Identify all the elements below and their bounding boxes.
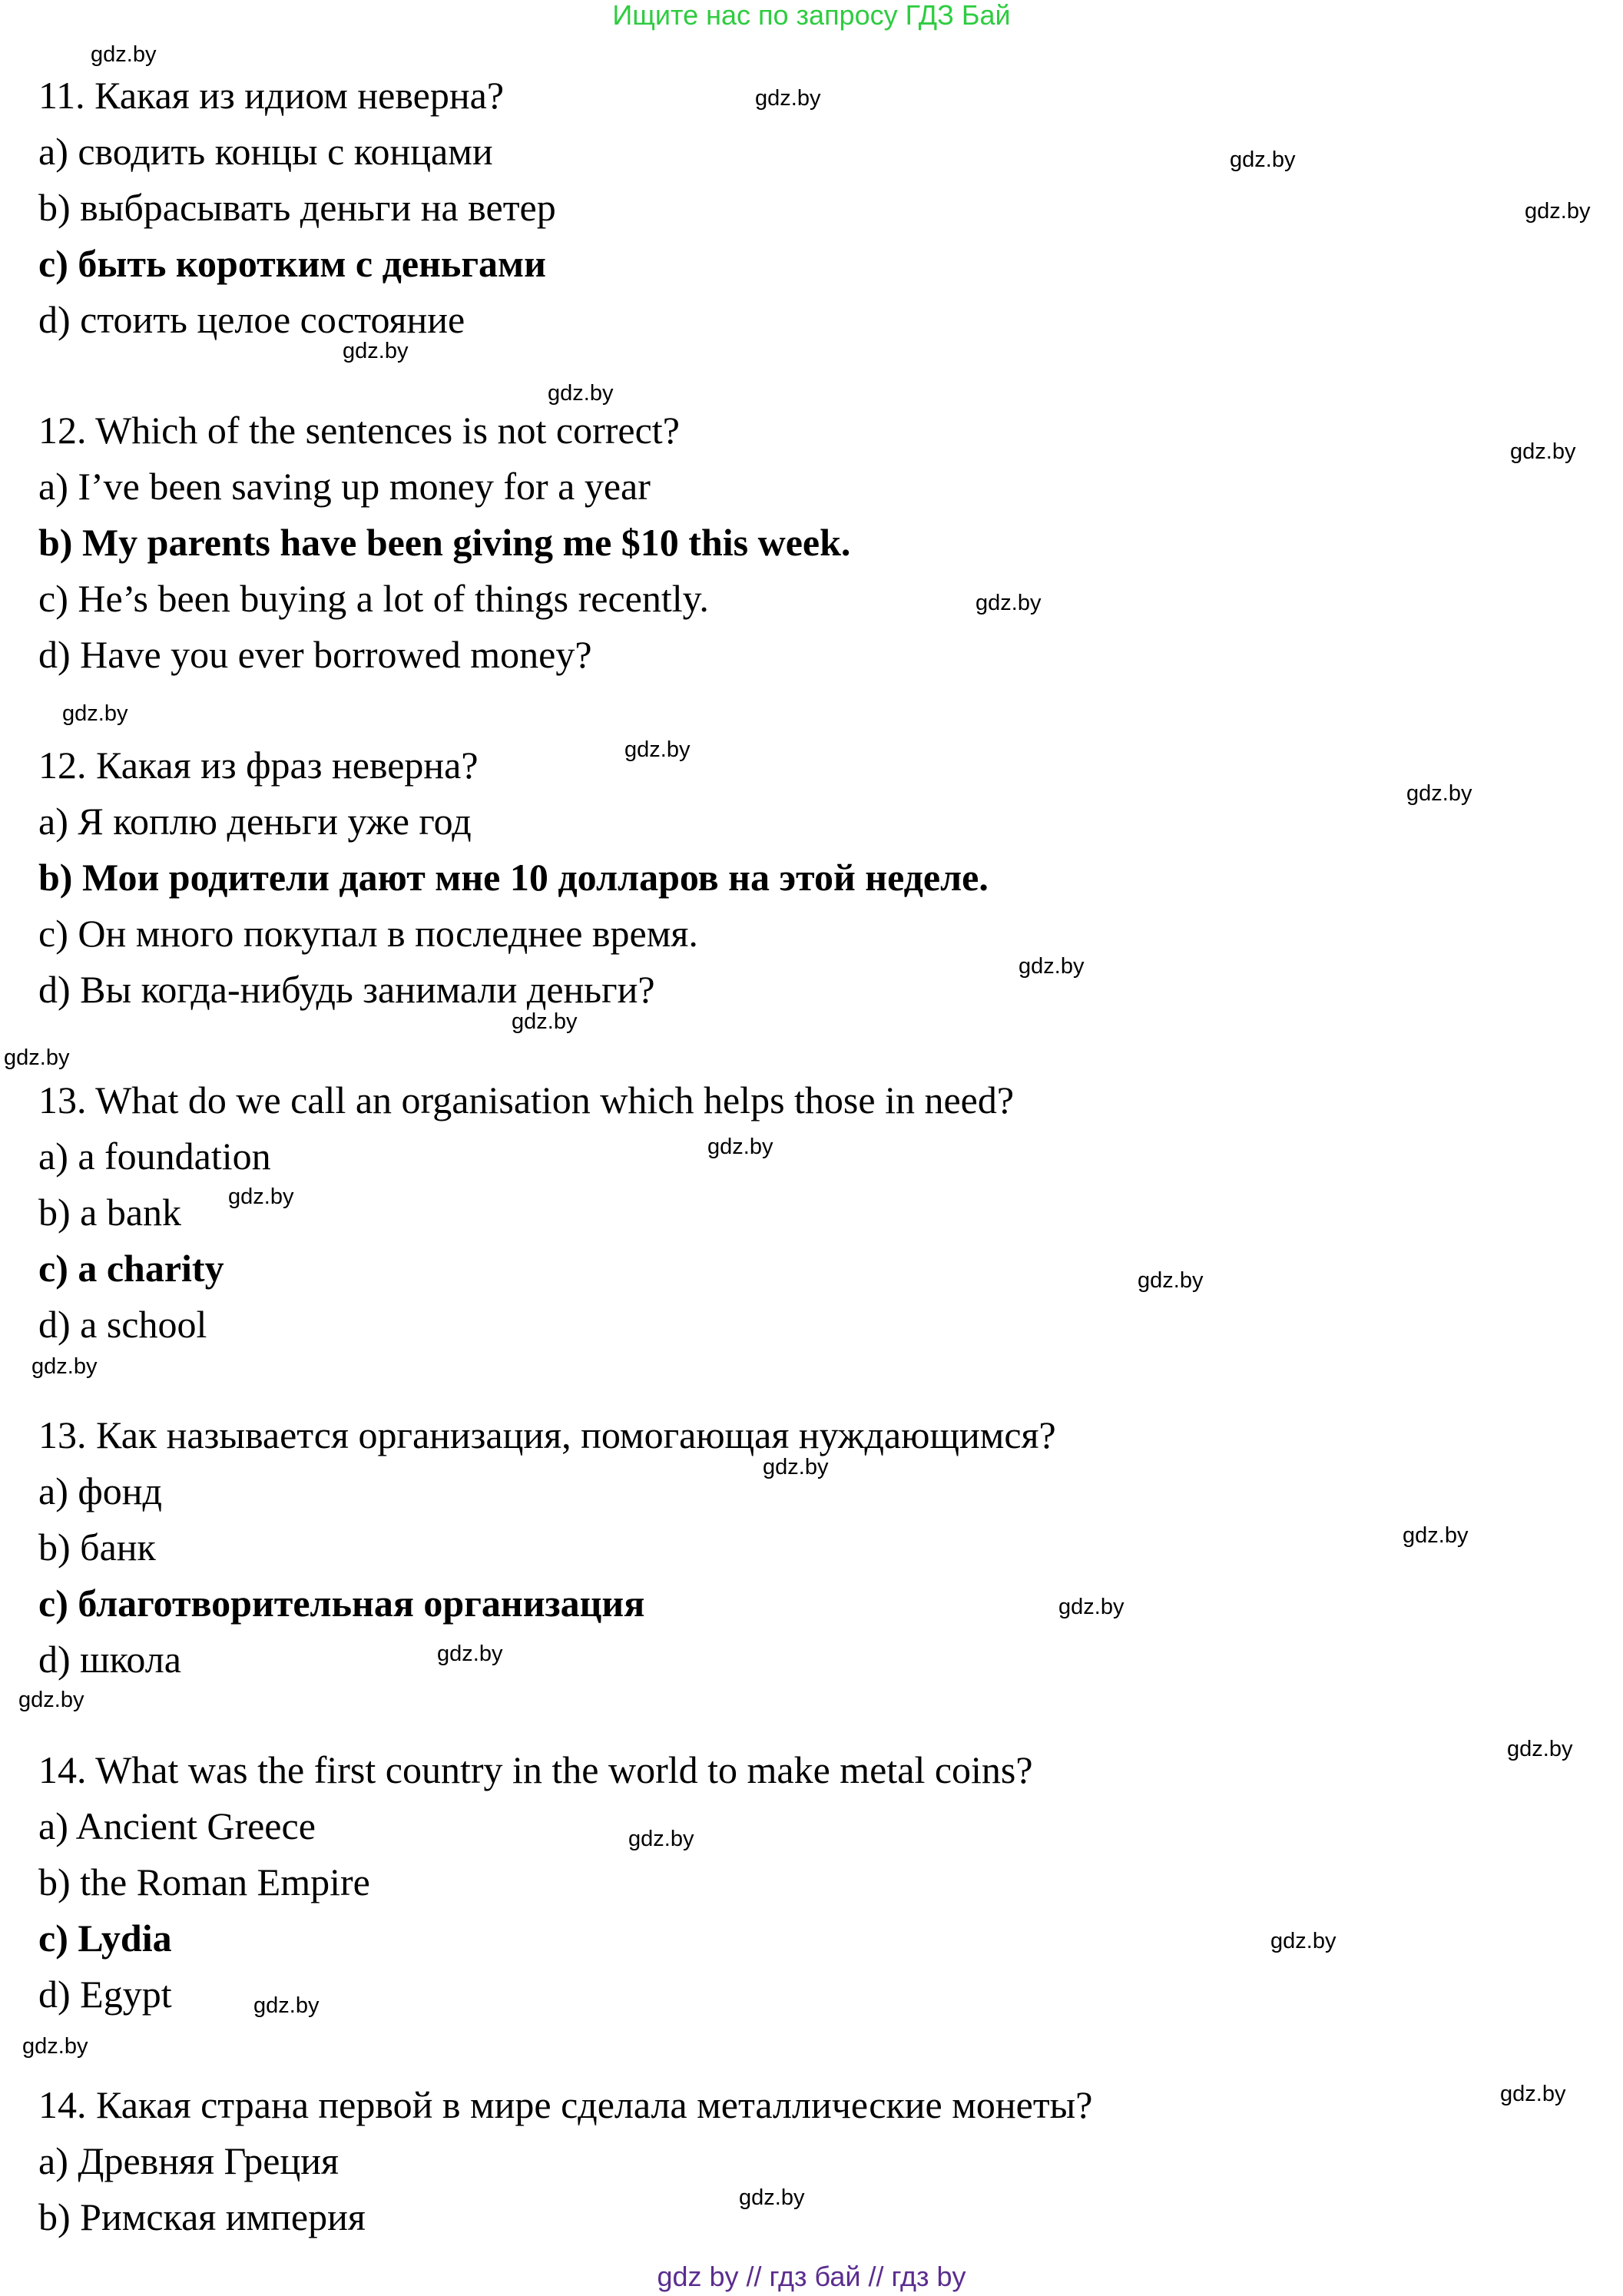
answer-14-en-a: a) Ancient Greece	[38, 1804, 316, 1847]
watermark: gdz.by	[91, 42, 157, 67]
watermark: gdz.by	[1270, 1929, 1336, 1953]
watermark: gdz.by	[975, 591, 1042, 615]
answer-13-ru-d: d) школа	[38, 1638, 181, 1681]
answer-13-ru-c-correct: c) благотворительная организация	[38, 1582, 645, 1625]
answer-11-ru-a: a) сводить концы с концами	[38, 130, 493, 173]
answer-13-en-a: a) a foundation	[38, 1135, 271, 1178]
watermark: gdz.by	[22, 2034, 88, 2059]
answer-14-ru-a: a) Древняя Греция	[38, 2139, 339, 2182]
answer-12-en-c: c) He’s been buying a lot of things recently.	[38, 577, 709, 620]
answer-11-ru-c-correct: c) быть коротким с деньгами	[38, 242, 546, 285]
answer-14-en-d: d) Egypt	[38, 1973, 172, 2016]
watermark: gdz.by	[512, 1009, 578, 1034]
watermark: gdz.by	[1500, 2082, 1566, 2106]
watermark: gdz.by	[1406, 781, 1472, 806]
watermark: gdz.by	[763, 1455, 829, 1479]
answer-13-en-d: d) a school	[38, 1303, 207, 1346]
answer-14-ru-b: b) Римская империя	[38, 2195, 366, 2238]
watermark: gdz.by	[343, 339, 409, 363]
watermark: gdz.by	[18, 1688, 84, 1712]
watermark: gdz.by	[548, 381, 614, 406]
watermark: gdz.by	[4, 1045, 70, 1070]
watermark: gdz.by	[1138, 1268, 1204, 1293]
answer-12-ru-c: c) Он много покупал в последнее время.	[38, 912, 698, 955]
search-banner[interactable]: Ищите нас по запросу ГДЗ Бай	[612, 0, 1011, 31]
watermark: gdz.by	[437, 1642, 503, 1666]
answer-11-ru-d: d) стоить целое состояние	[38, 298, 465, 341]
answer-13-en-c-correct: c) a charity	[38, 1247, 224, 1290]
watermark: gdz.by	[755, 86, 821, 111]
watermark: gdz.by	[1019, 954, 1085, 979]
footer-links[interactable]: gdz by // гдз бай // гдз by	[657, 2261, 966, 2292]
watermark: gdz.by	[707, 1135, 773, 1159]
watermark: gdz.by	[1525, 199, 1591, 224]
answer-12-ru-a: a) Я коплю деньги уже год	[38, 800, 472, 843]
question-13-en: 13. What do we call an organisation which helps those in need?	[38, 1078, 1015, 1121]
answer-12-en-a: a) I’ve been saving up money for a year	[38, 465, 651, 508]
watermark: gdz.by	[628, 1827, 694, 1851]
answer-12-ru-d: d) Вы когда-нибудь занимали деньги?	[38, 968, 655, 1011]
answer-12-en-d: d) Have you ever borrowed money?	[38, 633, 592, 676]
watermark: gdz.by	[1403, 1523, 1469, 1548]
question-14-en: 14. What was the first country in the world to make metal coins?	[38, 1748, 1033, 1791]
watermark: gdz.by	[739, 2185, 805, 2210]
answer-14-en-b: b) the Roman Empire	[38, 1860, 370, 1903]
answer-12-en-b-correct: b) My parents have been giving me $10 this week.	[38, 521, 851, 564]
answer-13-ru-b: b) банк	[38, 1526, 156, 1569]
watermark: gdz.by	[1507, 1737, 1573, 1761]
answer-11-ru-b: b) выбрасывать деньги на ветер	[38, 186, 556, 229]
watermark: gdz.by	[31, 1354, 98, 1379]
watermark: gdz.by	[1230, 147, 1296, 172]
watermark: gdz.by	[228, 1184, 294, 1209]
watermark: gdz.by	[1058, 1595, 1125, 1619]
question-12-en: 12. Which of the sentences is not correct?	[38, 409, 680, 452]
watermark: gdz.by	[253, 1993, 320, 2018]
question-13-ru: 13. Как называется организация, помогающая нуждающимся?	[38, 1413, 1056, 1456]
answer-14-en-c-correct: c) Lydia	[38, 1917, 172, 1960]
answer-12-ru-b-correct: b) Мои родители дают мне 10 долларов на этой неделе.	[38, 856, 989, 899]
question-11-ru: 11. Какая из идиом неверна?	[38, 74, 505, 117]
watermark: gdz.by	[624, 737, 691, 762]
watermark: gdz.by	[62, 701, 128, 726]
watermark: gdz.by	[1510, 439, 1576, 464]
answer-13-en-b: b) a bank	[38, 1191, 182, 1234]
question-14-ru: 14. Какая страна первой в мире сделала металлические монеты?	[38, 2083, 1093, 2126]
question-12-ru: 12. Какая из фраз неверна?	[38, 744, 479, 787]
answer-13-ru-a: a) фонд	[38, 1469, 162, 1512]
